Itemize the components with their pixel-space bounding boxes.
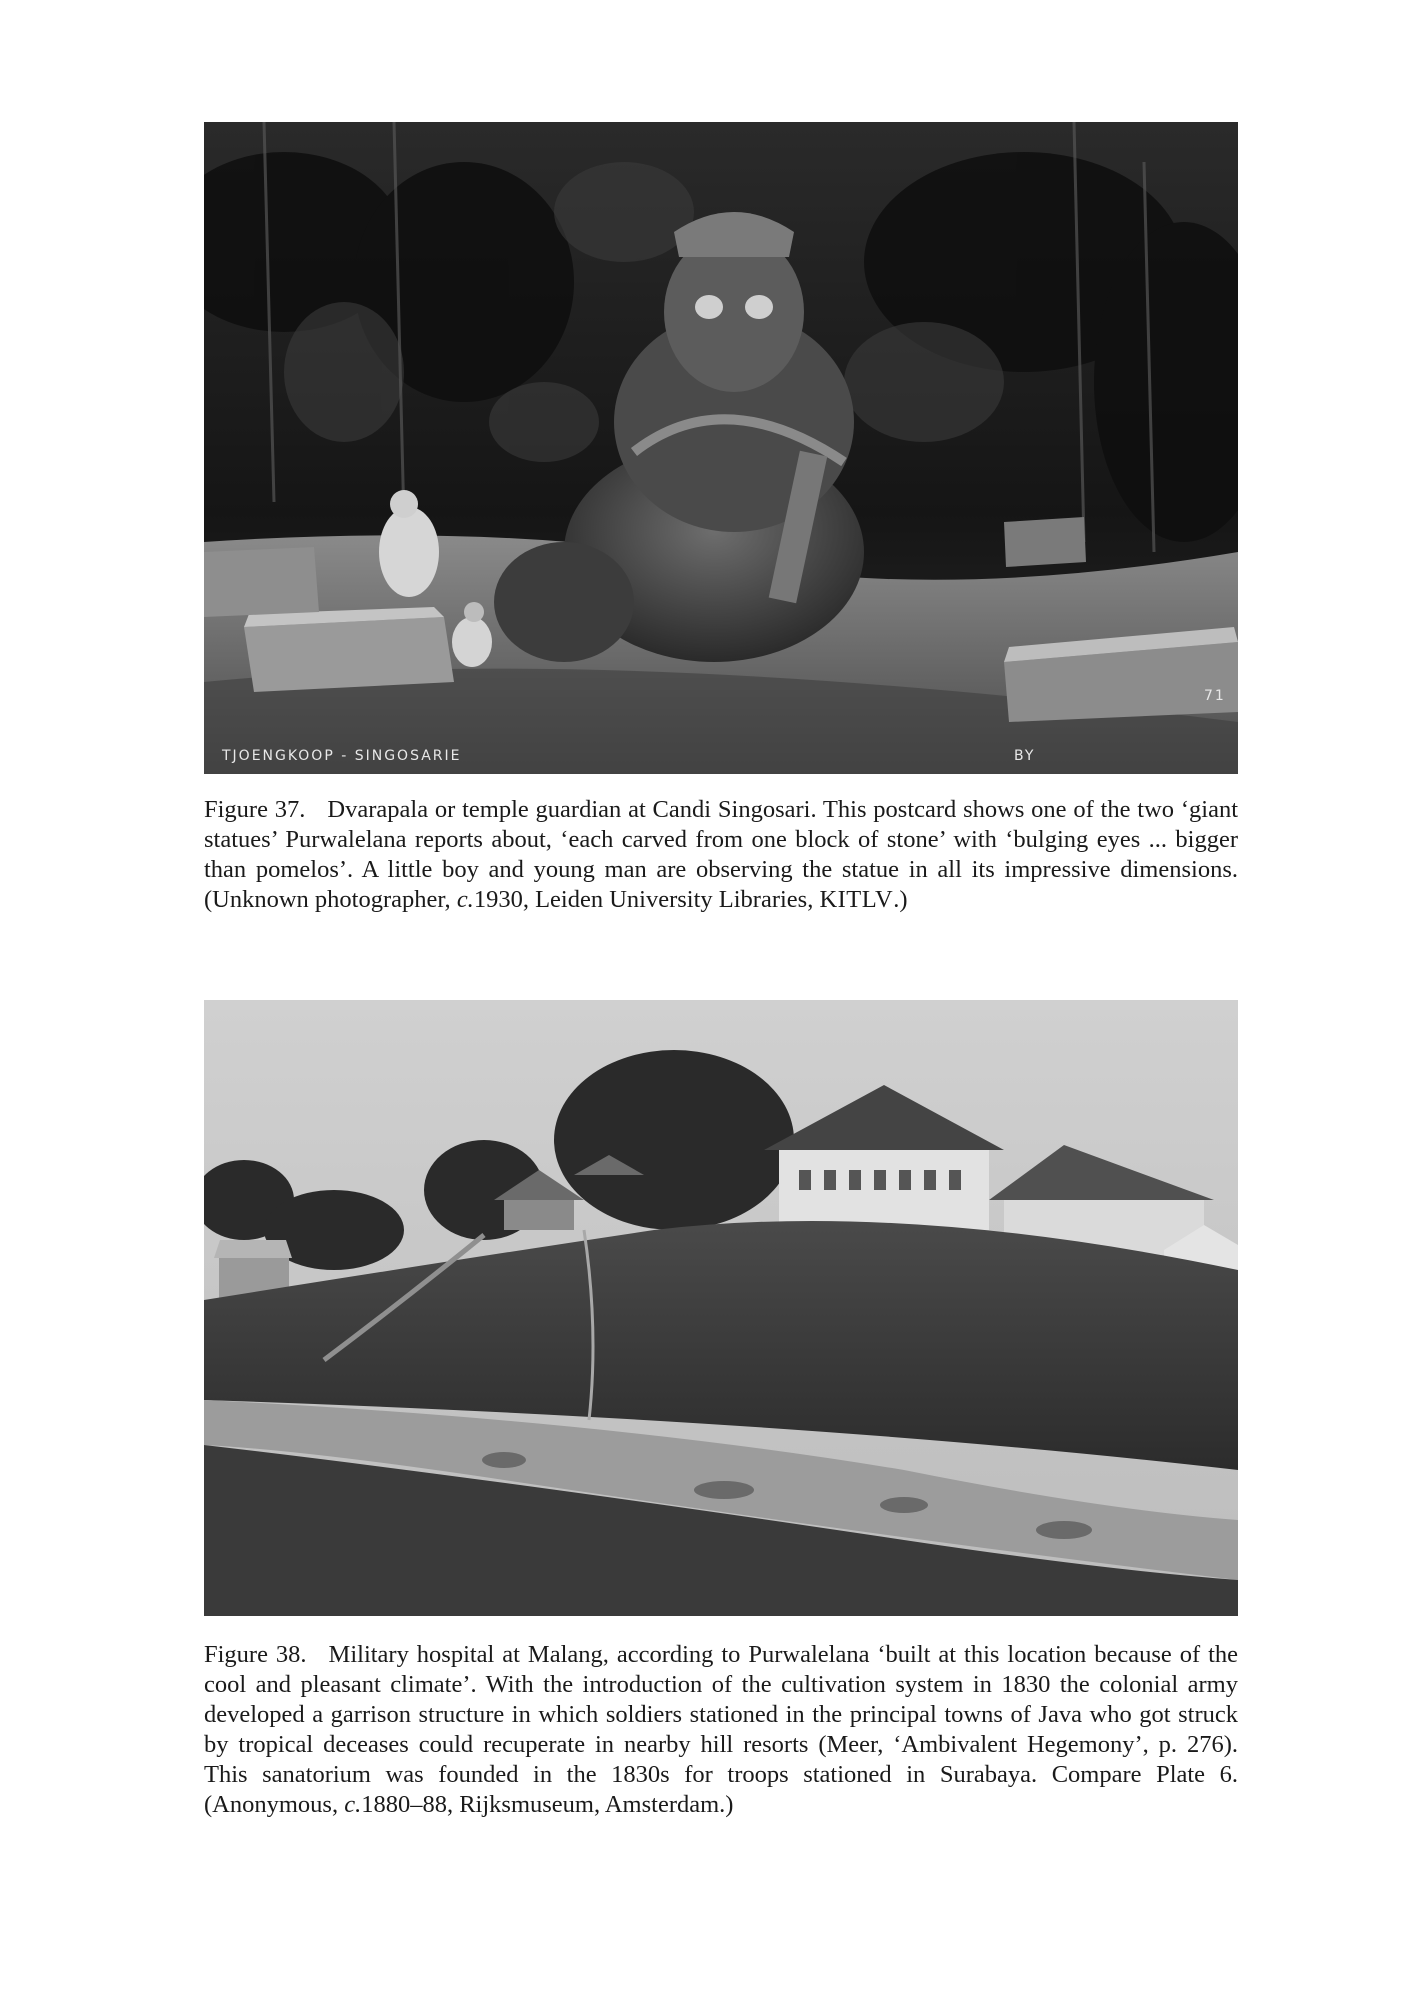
caption-text: 1880–88, Rijksmuseum, Amsterdam.)	[361, 1791, 734, 1818]
circa-abbrev: c.	[344, 1791, 362, 1818]
caption-text: Dvarapala or temple guardian at Candi Singosari. This postcard shows one of the two ‘giant statues’ Purwalelana reports about, ‘each carved from one block of stone’ with ‘bulging eyes ... bigger than pomelos’. A little boy and young man are observing the statue in all its impressive dimensions. (Unknown photographer,	[204, 796, 1238, 913]
caption-text: .)	[893, 886, 908, 913]
caption-text: Military hospital at Malang, according to Purwalelana ‘built at this location because of the cool and pleasant climate’. With the introduction of the cultivation system in 1830 the colonial army developed a garrison structure in which soldiers stationed in the principal towns of Java who got struck by tropical deceases could recuperate in nearby hill resorts (Meer, ‘Ambivalent Hegemony’, p. 276). This sanatorium was founded in the 1830s for troops stationed in Surabaya. Compare Plate 6. (Anonymous,	[204, 1641, 1239, 1818]
figure-37-caption	[204, 795, 1238, 915]
caption-text: 1930, Leiden University Libraries,	[473, 886, 820, 913]
circa-abbrev: c.	[456, 886, 474, 913]
dvarapala-statue-photo-icon	[204, 122, 1238, 774]
figure-38-caption	[204, 1640, 1238, 1820]
postcard-number: 71	[1204, 688, 1226, 704]
military-hospital-photo-icon	[204, 1000, 1238, 1616]
figure-37-label: Figure 37.	[204, 796, 306, 823]
figure-38-label: Figure 38.	[204, 1641, 307, 1668]
postcard-inscription-right: BY	[1014, 748, 1036, 764]
figure-37-photo	[204, 122, 1238, 774]
figure-38-photo	[204, 1000, 1238, 1616]
postcard-inscription-left: TJOENGKOOP - SINGOSARIE	[222, 748, 462, 764]
kitlv-abbrev: KITLV	[819, 886, 894, 913]
